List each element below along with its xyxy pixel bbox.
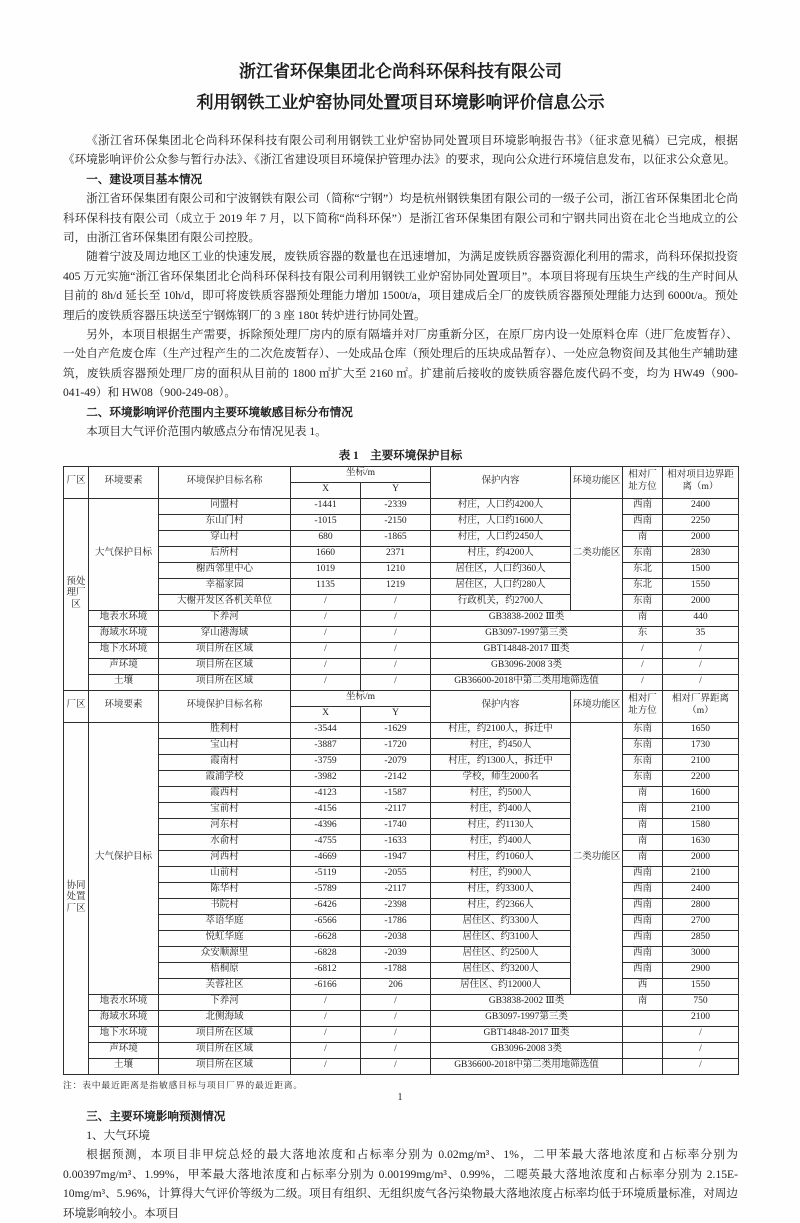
table-cell: 宝山村 <box>159 738 291 754</box>
table-cell: 东南 <box>623 722 663 738</box>
table-header-cell: X <box>291 482 361 498</box>
table-row <box>64 754 739 770</box>
table-cell: -3887 <box>291 738 361 754</box>
table-cell: 西南 <box>623 498 663 514</box>
table-cell: 霞浦学校 <box>159 770 291 786</box>
project-layout-paragraph: 另外，本项目根据生产需要，拆除预处理厂房内的原有隔墙并对厂房重新分区，在原厂房内设一处原料仓库（进厂危废暂存）、一处自产危废仓库（生产过程产生的二次危废暂存）、一处成品仓库（预处理后的压块成品暂存）、一处应急物资间及其他生产辅助建筑，废铁质容器预处理厂房的面积从目前的 1800 ㎡扩大至 2160 ㎡。扩建前后接收的废铁质容器危废代码不变，均为 HW49（900-041-49）和 HW08（900-249-08）。 <box>63 328 738 400</box>
table-cell: 2200 <box>663 770 739 786</box>
table-cell: 东南 <box>623 546 663 562</box>
table-cell: 1219 <box>361 578 431 594</box>
table-row <box>64 882 739 898</box>
table-header-cell: 环境要素 <box>89 690 159 722</box>
table-cell: 南 <box>623 610 663 626</box>
table-reference-paragraph: 本项目大气评价范围内敏感点分布情况见表 1。 <box>86 425 327 439</box>
table-cell: 2400 <box>663 882 739 898</box>
table-row <box>64 930 739 946</box>
table-cell: GBT14848-2017 Ⅲ类 <box>431 1026 623 1042</box>
table-cell: 书院村 <box>159 898 291 914</box>
table-header-cell: 坐标/m <box>291 466 431 482</box>
table-cell: -6628 <box>291 930 361 946</box>
table-header-cell: Y <box>361 482 431 498</box>
table-cell: -6812 <box>291 962 361 978</box>
table-cell: 项目所在区域 <box>159 674 291 690</box>
table-cell: 村庄，约900人 <box>431 866 571 882</box>
protection-targets-table <box>63 466 739 1075</box>
table-row <box>64 978 739 994</box>
table-cell: -4755 <box>291 834 361 850</box>
table-row <box>64 466 739 482</box>
table-cell: 海域水环境 <box>89 626 159 642</box>
table-cell: 东北 <box>623 578 663 594</box>
table-header-cell: X <box>291 706 361 722</box>
table-cell: / <box>291 626 361 642</box>
table-cell: -1865 <box>361 530 431 546</box>
table-cell: 南 <box>623 818 663 834</box>
table-cell: 项目所在区域 <box>159 1058 291 1074</box>
table-cell: -4156 <box>291 802 361 818</box>
project-overview-paragraph: 浙江省环保集团有限公司和宁波钢铁有限公司（简称“宁钢”）均是杭州钢铁集团有限公司的一级子公司，浙江省环保集团北仑尚科环保科技有限公司（成立于 2019 年 7 月，以下简称“尚科环保”）是浙江省环保集团有限公司和宁钢共同出资在北仑当地成立的公司，由浙江省环保集团有限公司控股。 <box>63 192 738 245</box>
table-title: 表 1 主要环境保护目标 <box>338 449 463 462</box>
table-cell: 同盟村 <box>159 498 291 514</box>
project-scale-paragraph: 随着宁波及周边地区工业的快速发展，废铁质容器的数量也在迅速增加，为满足废铁质容器资源化利用的需求，尚科环保拟投资405 万元实施“浙江省环保集团北仑尚科环保科技有限公司利用钢铁工业炉窑协同处置项目”。本项目将现有压块生产线的生产时间从目前的 8h/d 延长至 10h/d，即可将废铁质容器预处理能力增加 1500t/a，项目建成后全厂的废铁质容器预处理能力达到 6000t/a。预处理后的废铁质容器压块送至宁钢炼钢厂的 3 座 180t 转炉进行协同处置。 <box>63 250 738 322</box>
table-cell: 2000 <box>663 530 739 546</box>
table-cell: 芙蓉社区 <box>159 978 291 994</box>
table-cell: 项目所在区域 <box>159 642 291 658</box>
table-cell: 河东村 <box>159 818 291 834</box>
table-cell: 2371 <box>361 546 431 562</box>
table-header-cell: 环境保护目标名称 <box>159 690 291 722</box>
table-cell: / <box>291 1042 361 1058</box>
table-cell: -1788 <box>361 962 431 978</box>
table-cell: 1500 <box>663 562 739 578</box>
table-cell: GB3096-2008 3类 <box>431 1042 623 1058</box>
table-cell: 二类功能区 <box>571 498 623 610</box>
table-header-cell: 厂区 <box>64 466 89 498</box>
table-cell: 居住区、约3100人 <box>431 930 571 946</box>
table-cell: / <box>623 642 663 658</box>
table-cell: 地下水环境 <box>89 1026 159 1042</box>
table-cell: 霞西村 <box>159 786 291 802</box>
table-cell: 西 <box>623 978 663 994</box>
table-cell: 206 <box>361 978 431 994</box>
table-cell: 地表水环境 <box>89 994 159 1010</box>
table-cell: / <box>361 1058 431 1074</box>
table-cell: 后所村 <box>159 546 291 562</box>
table-cell: / <box>361 658 431 674</box>
table-cell: 东南 <box>623 754 663 770</box>
table-cell: 居住区，人口约280人 <box>431 578 571 594</box>
table-cell: 440 <box>663 610 739 626</box>
table-row <box>64 850 739 866</box>
table-row <box>64 546 739 562</box>
table-cell: -3759 <box>291 754 361 770</box>
table-cell: 水俞村 <box>159 834 291 850</box>
table-cell: 村庄，人口约2450人 <box>431 530 571 546</box>
table-cell: -1947 <box>361 850 431 866</box>
table-cell: 2850 <box>663 930 739 946</box>
table-cell: -1015 <box>291 514 361 530</box>
table-cell: -1633 <box>361 834 431 850</box>
table-cell: 西南 <box>623 514 663 530</box>
table-cell: 榭西邻里中心 <box>159 562 291 578</box>
table-row <box>64 962 739 978</box>
table-cell: / <box>663 642 739 658</box>
table-row <box>64 802 739 818</box>
table-cell: -6166 <box>291 978 361 994</box>
air-env-subheading: 1、大气环境 <box>86 1128 150 1142</box>
table-cell: 胜利村 <box>159 722 291 738</box>
table-cell: 村庄，约2100人，拆迁中 <box>431 722 571 738</box>
table-header-cell: 坐标/m <box>291 690 431 706</box>
table-cell: 1600 <box>663 786 739 802</box>
table-cell: 1580 <box>663 818 739 834</box>
table-cell: / <box>291 1026 361 1042</box>
table-cell: 声环境 <box>89 658 159 674</box>
table-cell: 土壤 <box>89 1058 159 1074</box>
table-cell: 地表水环境 <box>89 610 159 626</box>
table-cell: GB36600-2018中第二类用地筛选值 <box>431 674 623 690</box>
table-row <box>64 722 739 738</box>
table-cell: 居住区、约3200人 <box>431 962 571 978</box>
table-cell: 南 <box>623 850 663 866</box>
table-cell: -1720 <box>361 738 431 754</box>
table-cell <box>623 1026 663 1042</box>
table-cell: GBT14848-2017 Ⅲ类 <box>431 642 623 658</box>
section1-heading: 一、建设项目基本情况 <box>86 172 203 186</box>
table-cell: 1550 <box>663 578 739 594</box>
table-cell: 东南 <box>623 770 663 786</box>
table-cell: -1587 <box>361 786 431 802</box>
table-cell: -4396 <box>291 818 361 834</box>
table-cell: 2100 <box>663 1010 739 1026</box>
table-cell: 1630 <box>663 834 739 850</box>
table-cell: 梧桐原 <box>159 962 291 978</box>
table-cell: 35 <box>663 626 739 642</box>
table-row <box>64 690 739 706</box>
table-row <box>64 786 739 802</box>
table-cell: 南 <box>623 786 663 802</box>
table-cell: 悦虹华庭 <box>159 930 291 946</box>
table-cell: GB3838-2002 Ⅲ类 <box>431 994 623 1010</box>
table-cell: 二类功能区 <box>571 722 623 994</box>
table-row <box>64 594 739 610</box>
table-cell: -1740 <box>361 818 431 834</box>
table-cell: / <box>361 1010 431 1026</box>
table-cell: GB3838-2002 Ⅲ类 <box>431 610 623 626</box>
table-cell <box>623 1058 663 1074</box>
table-cell: -6828 <box>291 946 361 962</box>
table-cell: -2398 <box>361 898 431 914</box>
table-cell: 2800 <box>663 898 739 914</box>
table-row <box>64 1058 739 1074</box>
table-cell: -4123 <box>291 786 361 802</box>
page-title-line1: 浙江省环保集团北仑尚科环保科技有限公司 <box>239 62 562 81</box>
table-cell: 东北 <box>623 562 663 578</box>
table-cell: -2038 <box>361 930 431 946</box>
table-cell: 大气保护目标 <box>89 498 159 610</box>
table-cell: / <box>361 994 431 1010</box>
table-cell: 3000 <box>663 946 739 962</box>
table-cell: 西南 <box>623 962 663 978</box>
table-row <box>64 834 739 850</box>
table-cell: 土壤 <box>89 674 159 690</box>
page-title-line2: 利用钢铁工业炉窑协同处置项目环境影响评价信息公示 <box>196 93 605 112</box>
table-cell: / <box>291 642 361 658</box>
table-cell: -1786 <box>361 914 431 930</box>
table-cell: 大榭开发区各机关单位 <box>159 594 291 610</box>
table-cell: 项目所在区域 <box>159 658 291 674</box>
table-cell <box>623 1010 663 1026</box>
table-cell: GB36600-2018中第二类用地筛选值 <box>431 1058 623 1074</box>
table-cell: -5789 <box>291 882 361 898</box>
table-cell: 村庄，约3300人 <box>431 882 571 898</box>
table-cell: 村庄，约400人 <box>431 834 571 850</box>
table-cell: 680 <box>291 530 361 546</box>
table-cell: 南 <box>623 802 663 818</box>
table-cell: 南 <box>623 530 663 546</box>
table-cell: / <box>291 594 361 610</box>
table-cell: -3544 <box>291 722 361 738</box>
table-row <box>64 898 739 914</box>
table-cell: / <box>291 610 361 626</box>
table-cell: 山前村 <box>159 866 291 882</box>
table-cell: / <box>663 674 739 690</box>
table-row <box>64 514 739 530</box>
table-cell: 学校，师生2000名 <box>431 770 571 786</box>
section2-heading: 二、环境影响评价范围内主要环境敏感目标分布情况 <box>86 405 353 419</box>
table-cell: / <box>663 1042 739 1058</box>
table-header-cell: 保护内容 <box>431 690 571 722</box>
table-note: 注：表中最近距离是指敏感目标与项目厂界的最近距离。 <box>63 1079 303 1090</box>
table-cell: 居住区，人口约360人 <box>431 562 571 578</box>
table-cell: -3982 <box>291 770 361 786</box>
table-cell: 南 <box>623 834 663 850</box>
table-cell: 2000 <box>663 594 739 610</box>
table-row <box>64 626 739 642</box>
table-cell: 2830 <box>663 546 739 562</box>
table-cell: -2117 <box>361 882 431 898</box>
table-row <box>64 562 739 578</box>
table-cell: 居住区、约2500人 <box>431 946 571 962</box>
table-cell: -2039 <box>361 946 431 962</box>
intro-paragraph: 《浙江省环保集团北仑尚科环保科技有限公司利用钢铁工业炉窑协同处置项目环境影响报告书》（征求意见稿）已完成，根据《环境影响评价公众参与暂行办法》、《浙江省建设项目环境保护管理办法》的要求，现向公众进行环境信息发布，以征求公众意见。 <box>63 134 738 167</box>
table-cell: 2400 <box>663 498 739 514</box>
table-cell: GB3097-1997第三类 <box>431 1010 623 1026</box>
table-cell: 村庄，约400人 <box>431 802 571 818</box>
table-cell: / <box>361 642 431 658</box>
table-cell: 西南 <box>623 946 663 962</box>
table-cell: / <box>623 658 663 674</box>
air-env-paragraph: 根据预测，本项目非甲烷总烃的最大落地浓度和占标率分别为 0.02mg/m³、1%，二甲苯最大落地浓度和占标率分别为 0.00397mg/m³、1.99%，甲苯最大落地浓度和占标率分别为 0.00199mg/m³、0.99%，二噁英最大落地浓度和占标率分别为 2.15E-10mg/m³、5.96%，计算得大气评价等级为二级。项目有组织、无组织废气各污染物最大落地浓度占标率均低于环境质量标准，对周边环境影响较小。本项目 <box>63 1148 738 1220</box>
table-cell: 河西村 <box>159 850 291 866</box>
table-header-cell: 相对项目边界距离（m） <box>663 466 739 498</box>
table-row <box>64 610 739 626</box>
table-cell: 霞南村 <box>159 754 291 770</box>
table-cell: 东 <box>623 626 663 642</box>
table-row <box>64 530 739 546</box>
table-cell: -6566 <box>291 914 361 930</box>
table-cell: / <box>361 626 431 642</box>
table-header-cell: 厂区 <box>64 690 89 722</box>
table-cell: -2339 <box>361 498 431 514</box>
table-cell: 海域水环境 <box>89 1010 159 1026</box>
table-header-cell: 相对厂址方位 <box>623 466 663 498</box>
table-cell: 1730 <box>663 738 739 754</box>
table-row <box>64 914 739 930</box>
table-cell: 北侧海域 <box>159 1010 291 1026</box>
table-cell: 村庄，人口约1600人 <box>431 514 571 530</box>
table-cell: 下养河 <box>159 994 291 1010</box>
table-header-cell: 相对厂界距离（m） <box>663 690 739 722</box>
table-cell: / <box>361 594 431 610</box>
table-cell: -2117 <box>361 802 431 818</box>
table-row <box>64 1042 739 1058</box>
table-cell: 村庄，约450人 <box>431 738 571 754</box>
table-cell: 南 <box>623 994 663 1010</box>
table-cell: -5119 <box>291 866 361 882</box>
table-cell: 村庄，约2366人 <box>431 898 571 914</box>
table-row <box>64 498 739 514</box>
table-header-cell: 环境要素 <box>89 466 159 498</box>
table-row <box>64 866 739 882</box>
table-cell: 穿山港海域 <box>159 626 291 642</box>
table-cell: 萃语华庭 <box>159 914 291 930</box>
table-cell: / <box>291 658 361 674</box>
table-cell: / <box>361 674 431 690</box>
protection-targets-table-body <box>64 466 739 1074</box>
table-cell: 750 <box>663 994 739 1010</box>
table-cell: 行政机关，约2700人 <box>431 594 571 610</box>
table-cell: 2700 <box>663 914 739 930</box>
table-cell: -2142 <box>361 770 431 786</box>
table-cell: 项目所在区域 <box>159 1042 291 1058</box>
table-cell: 1660 <box>291 546 361 562</box>
table-cell: 居住区、约12000人 <box>431 978 571 994</box>
table-cell: -2055 <box>361 866 431 882</box>
table-header-cell: 相对厂址方位 <box>623 690 663 722</box>
table-cell: 陈华村 <box>159 882 291 898</box>
table-row <box>64 770 739 786</box>
table-cell: 协同处置厂区 <box>64 722 89 1074</box>
table-cell: 村庄，人口约4200人 <box>431 498 571 514</box>
section3-heading: 三、主要环境影响预测情况 <box>86 1109 226 1123</box>
table-cell: 幸福家园 <box>159 578 291 594</box>
table-cell: 宝前村 <box>159 802 291 818</box>
table-cell: 大气保护目标 <box>89 722 159 994</box>
table-cell: / <box>291 994 361 1010</box>
table-cell: 西南 <box>623 930 663 946</box>
table-cell: 东南 <box>623 594 663 610</box>
table-cell: 1135 <box>291 578 361 594</box>
table-cell: 居住区、约3300人 <box>431 914 571 930</box>
table-cell: GB3096-2008 3类 <box>431 658 623 674</box>
table-cell: 东山门村 <box>159 514 291 530</box>
table-cell: / <box>663 1058 739 1074</box>
table-row <box>64 818 739 834</box>
table-cell: 1550 <box>663 978 739 994</box>
table-cell: 项目所在区域 <box>159 1026 291 1042</box>
table-cell: 预处理厂区 <box>64 498 89 690</box>
table-cell: / <box>291 1010 361 1026</box>
table-cell: / <box>623 674 663 690</box>
table-cell: 下养河 <box>159 610 291 626</box>
table-cell: 穿山村 <box>159 530 291 546</box>
table-header-cell: Y <box>361 706 431 722</box>
table-header-cell: 环境功能区 <box>571 690 623 722</box>
table-cell: 村庄，约1130人 <box>431 818 571 834</box>
table-cell: 众安顺源里 <box>159 946 291 962</box>
document-body <box>63 131 738 442</box>
table-cell: / <box>361 1026 431 1042</box>
table-cell: 西南 <box>623 882 663 898</box>
table-cell: 2900 <box>663 962 739 978</box>
table-cell: -1629 <box>361 722 431 738</box>
table-row <box>64 1026 739 1042</box>
table-cell: -1441 <box>291 498 361 514</box>
table-cell: 1210 <box>361 562 431 578</box>
table-cell: 西南 <box>623 866 663 882</box>
table-row <box>64 658 739 674</box>
table-cell: / <box>291 674 361 690</box>
table-cell: 2100 <box>663 802 739 818</box>
table-cell: -2150 <box>361 514 431 530</box>
table-row <box>64 994 739 1010</box>
table-cell: 1019 <box>291 562 361 578</box>
table-cell: -6426 <box>291 898 361 914</box>
table-header-cell: 环境功能区 <box>571 466 623 498</box>
table-row <box>64 1010 739 1026</box>
table-cell: 2100 <box>663 866 739 882</box>
table-cell: 2100 <box>663 754 739 770</box>
table-cell: 地下水环境 <box>89 642 159 658</box>
table-cell: 2250 <box>663 514 739 530</box>
table-cell: -2079 <box>361 754 431 770</box>
page-number: 1 <box>397 1092 403 1103</box>
table-cell: 村庄，约4200人 <box>431 546 571 562</box>
table-cell: 声环境 <box>89 1042 159 1058</box>
table-cell: / <box>663 1026 739 1042</box>
table-cell: 村庄，约1300人，拆迁中 <box>431 754 571 770</box>
table-row <box>64 642 739 658</box>
table-cell: GB3097-1997第三类 <box>431 626 623 642</box>
table-row <box>64 946 739 962</box>
table-row <box>64 738 739 754</box>
table-cell: 1650 <box>663 722 739 738</box>
table-cell: -4669 <box>291 850 361 866</box>
table-row <box>64 674 739 690</box>
table-cell: 村庄，约1060人 <box>431 850 571 866</box>
table-cell: 西南 <box>623 898 663 914</box>
table-cell: 村庄，约500人 <box>431 786 571 802</box>
table-cell <box>623 1042 663 1058</box>
table-cell: / <box>663 658 739 674</box>
table-cell: 西南 <box>623 914 663 930</box>
table-cell: / <box>291 1058 361 1074</box>
table-row <box>64 578 739 594</box>
table-cell: 2000 <box>663 850 739 866</box>
table-header-cell: 环境保护目标名称 <box>159 466 291 498</box>
table-cell: / <box>361 1042 431 1058</box>
prediction-section <box>63 1107 738 1223</box>
table-cell: 东南 <box>623 738 663 754</box>
table-header-cell: 保护内容 <box>431 466 571 498</box>
table-cell: / <box>361 610 431 626</box>
